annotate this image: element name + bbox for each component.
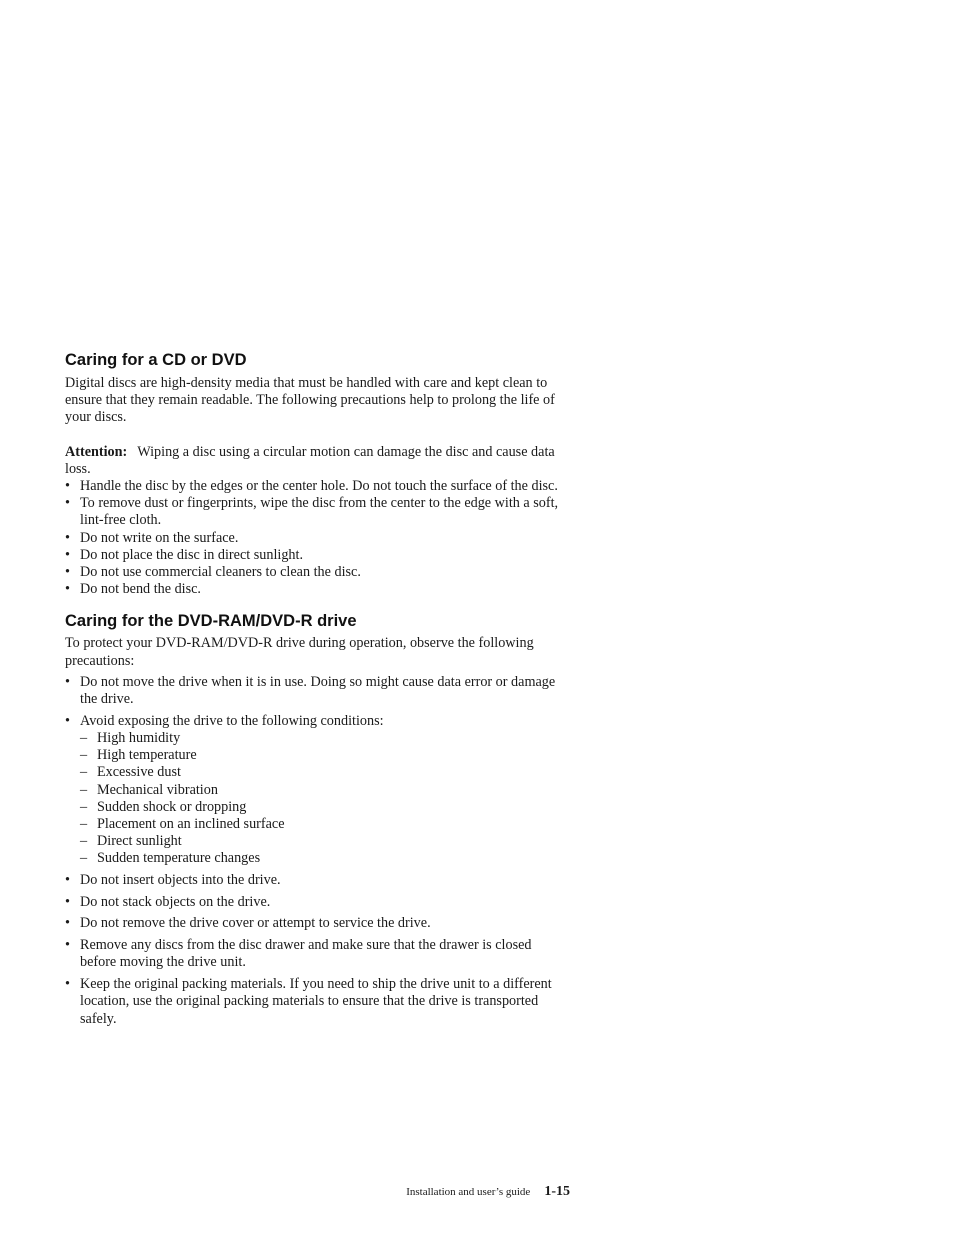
attention-text: Wiping a disc using a circular motion can damage the disc and cause data loss. bbox=[65, 443, 555, 477]
sublist-item: – Sudden shock or dropping bbox=[80, 798, 247, 815]
sublist-item: – High temperature bbox=[80, 747, 197, 764]
dash-icon: – bbox=[80, 833, 88, 850]
page-content bbox=[65, 349, 570, 1032]
bullet-icon: • bbox=[65, 478, 70, 495]
list-item: • Do not write on the surface. bbox=[65, 529, 239, 546]
cd-dvd-precautions-list bbox=[65, 478, 570, 598]
list-item: • Do not insert objects into the drive. bbox=[65, 872, 281, 889]
list-item: • Do not bend the disc. bbox=[65, 581, 201, 598]
list-item: • Do not place the disc in direct sunlight. bbox=[65, 546, 304, 563]
bullet-icon: • bbox=[65, 915, 70, 932]
section-heading-cd-dvd: Caring for a CD or DVD bbox=[65, 351, 247, 369]
list-item: • Do not stack objects on the drive. bbox=[65, 893, 271, 910]
dash-icon: – bbox=[80, 781, 88, 798]
footer-guide-title: Installation and user’s guide bbox=[406, 1186, 531, 1198]
page-footer bbox=[300, 1182, 570, 1200]
dash-icon: – bbox=[80, 729, 88, 746]
section-heading-drive: Caring for the DVD-RAM/DVD-R drive bbox=[65, 612, 357, 631]
bullet-icon: • bbox=[65, 546, 70, 563]
bullet-icon: • bbox=[65, 893, 70, 910]
conditions-sublist bbox=[80, 730, 570, 868]
bullet-icon: • bbox=[65, 581, 70, 598]
cd-dvd-intro: Digital discs are high-density media that must be handled with care and kept clean to ensure that they remain readable. The following precautions help to prolong the life of your discs. bbox=[65, 375, 555, 426]
dash-icon: – bbox=[80, 764, 88, 781]
dash-icon: – bbox=[80, 747, 88, 764]
page-number: 1-15 bbox=[544, 1184, 570, 1199]
bullet-icon: • bbox=[65, 529, 70, 546]
attention-notice bbox=[65, 444, 570, 478]
drive-intro: To protect your DVD-RAM/DVD-R drive during operation, observe the following precautions: bbox=[65, 635, 534, 669]
sublist-item: – Excessive dust bbox=[80, 764, 181, 781]
list-item: • Do not move the drive when it is in use. Doing so might cause data error or damage the drive. bbox=[65, 673, 556, 708]
dash-icon: – bbox=[80, 798, 88, 815]
list-item: • Remove any discs from the disc drawer and make sure that the drawer is closed before moving the drive unit. bbox=[65, 937, 532, 971]
attention-label: Attention: bbox=[65, 443, 128, 460]
drive-precautions-list bbox=[65, 674, 570, 1028]
bullet-icon: • bbox=[65, 712, 70, 729]
bullet-icon: • bbox=[65, 872, 70, 889]
sublist-item: – Placement on an inclined surface bbox=[80, 815, 285, 832]
list-item: • Do not use commercial cleaners to clean the disc. bbox=[65, 564, 361, 581]
dash-icon: – bbox=[80, 815, 88, 832]
list-item: • Do not remove the drive cover or attempt to service the drive. bbox=[65, 915, 431, 932]
bullet-icon: • bbox=[65, 673, 70, 690]
sublist-item: – Mechanical vibration bbox=[80, 781, 218, 798]
bullet-icon: • bbox=[65, 564, 70, 581]
sublist-item: – Sudden temperature changes bbox=[80, 850, 261, 867]
bullet-icon: • bbox=[65, 976, 70, 993]
list-item: • Keep the original packing materials. If you need to ship the drive unit to a different location, use the original packing materials to ensure that the drive is transported safely. bbox=[65, 976, 552, 1027]
bullet-icon: • bbox=[65, 495, 70, 512]
list-item: • Handle the disc by the edges or the center hole. Do not touch the surface of the disc. bbox=[65, 478, 558, 495]
list-item: • Avoid exposing the drive to the following conditions: – High humidity – High temperature – Excessive dust – Mechanical vibration – Sudden shock or dropping – Placement on an inclined surface – Direct sunlight – Sudden temperature changes bbox=[65, 713, 570, 868]
sublist-item: – Direct sunlight bbox=[80, 833, 182, 850]
sublist-item: – High humidity bbox=[80, 729, 181, 746]
list-item: • To remove dust or fingerprints, wipe the disc from the center to the edge with a soft, lint-free cloth. bbox=[65, 495, 559, 529]
dash-icon: – bbox=[80, 850, 88, 867]
bullet-icon: • bbox=[65, 937, 70, 954]
